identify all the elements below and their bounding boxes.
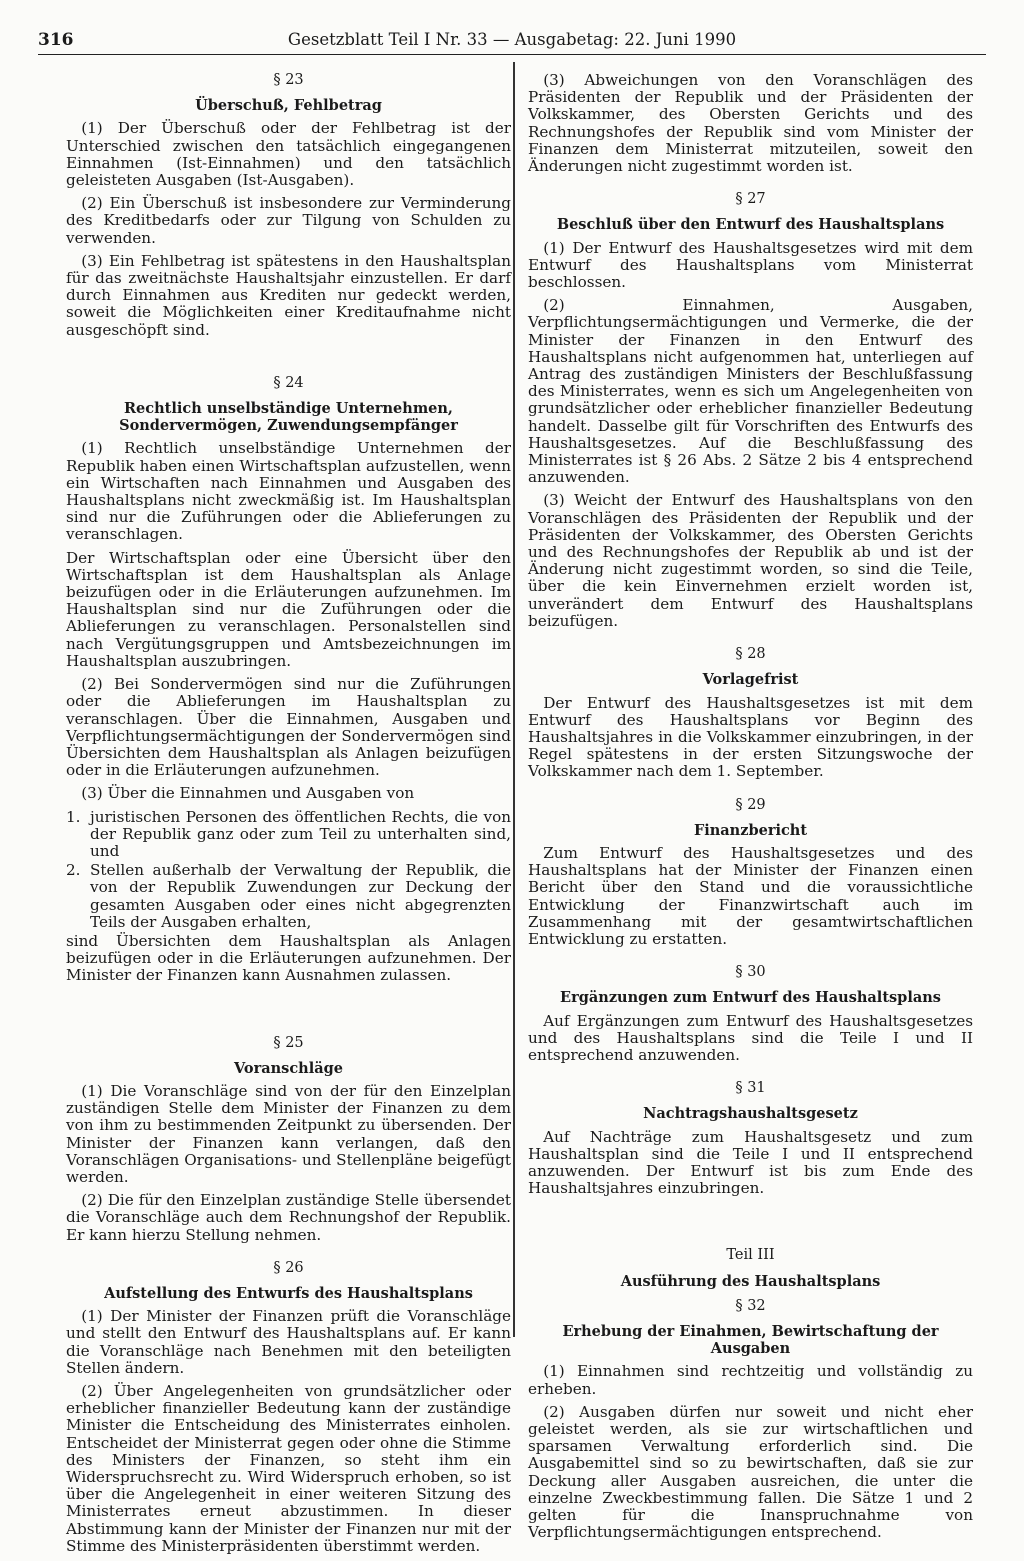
- list-item-text: juristischen Personen des öffentlichen Rechts, die von der Republik ganz oder zum Teil zu unterhalten sind, und: [90, 807, 511, 860]
- paragraph: sind Übersichten dem Haushaltsplan als Anlagen beizufügen oder in die Erläuterungen aufzunehmen. Der Minister der Finanzen kann Ausnahmen zulassen.: [66, 931, 511, 985]
- list-item: [66, 862, 511, 931]
- paragraph: (1) Rechtlich unselbständige Unternehmen der Republik haben einen Wirtschaftsplan aufzustellen, wenn ein Wirtschaften nach Einnahmen und Ausgaben des Haushaltsplans nicht zweckmäßig ist. Im Haushaltsplan sind nur die Zuführungen oder die Ablieferungen zu veranschlagen.: [66, 439, 511, 544]
- section-26-number: § 26: [273, 1259, 304, 1276]
- section-30-title: Ergänzungen zum Entwurf des Haushaltsplans: [560, 989, 941, 1007]
- section-27-number: § 27: [735, 191, 766, 208]
- section-32-title: Erhebung der Einahmen, Bewirtschaftung der Ausgaben: [562, 1322, 939, 1358]
- paragraph: (1) Die Voranschläge sind von der für den Einzelplan zuständigen Stelle dem Minister der Finanzen zu dem von ihm zu bestimmenden Zeitpunkt zu übersenden. Der Minister der Finanzen kann verlangen, daß den Voranschlägen Organisations- und Stellenpläne beigefügt werden.: [66, 1081, 511, 1186]
- section-29-number: § 29: [735, 796, 766, 813]
- paragraph: (3) Abweichungen von den Voranschlägen des Präsidenten der Republik und der Präsidenten der Volkskammer, des Obersten Gerichts und des Rechnungshofes der Republik sind vom Minister der Finanzen dem Ministerrat mitzuteilen, soweit den Änderungen nicht zugestimmt worden ist.: [528, 71, 973, 176]
- section-31-number: § 31: [735, 1080, 766, 1097]
- paragraph: Der Entwurf des Haushaltsgesetzes ist mit dem Entwurf des Haushaltsplans vor Beginn des Haushaltsjahres in die Volkskammer einzubringen, in der Regel spätestens in der ersten Sitzungswoche der Volkskammer nach dem 1. September.: [528, 693, 973, 781]
- paragraph: Zum Entwurf des Haushaltsgesetzes und des Haushaltsplans hat der Minister der Finanzen einen Bericht über den Stand und die voraussichtliche Entwicklung der Finanzwirtschaft auch im Zusammenhang mit der gesamtwirtschaftlichen Entwicklung zu erstatten.: [528, 843, 973, 948]
- section-26-title: Aufstellung des Entwurfs des Haushaltsplans: [104, 1284, 473, 1302]
- section-25-number: § 25: [273, 1034, 304, 1051]
- paragraph: (2) Die für den Einzelplan zuständige Stelle übersendet die Voranschläge auch dem Rechnungshof der Republik. Er kann hierzu Stellung nehmen.: [66, 1191, 511, 1244]
- list-item-text: Stellen außerhalb der Verwaltung der Republik, die von der Republik Zuwendungen zur Deckung der gesamten Ausgaben oder eines nicht abgegrenzten Teils der Ausgaben erhalten,: [90, 861, 511, 931]
- paragraph: (2) Ein Überschuß ist insbesondere zur Verminderung des Kreditbedarfs oder zur Tilgung von Schulden zu verwenden.: [66, 194, 511, 247]
- paragraph: (2) Einnahmen, Ausgaben, Verpflichtungsermächtigungen und Vermerke, die der Minister der Finanzen in den Entwurf des Haushaltsplans nicht aufgenommen hat, unterliegen auf Antrag des zuständigen Ministers der Beschlußfassung des Ministerrates, wenn es sich um Angelegenheiten von grundsätzlicher oder erheblicher finanzieller Bedeutung handelt. Dasselbe gilt für Vorschriften des Entwurfs des Haushaltsgesetzes. Auf die Beschlußfassung des Ministerrates ist § 26 Abs. 2 Sätze 2 bis 4 entsprechend anzuwenden.: [528, 296, 973, 487]
- page-header: [38, 26, 986, 55]
- spacer: [66, 991, 511, 1019]
- paragraph: (2) Bei Sondervermögen sind nur die Zuführungen oder die Ablieferungen im Haushaltsplan zu veranschlagen. Über die Einnahmen, Ausgaben und Verpflichtungsermächtigungen der Sondervermögen sind Übersichten dem Haushaltsplan als Anlagen beizufügen oder in die Erläuterungen aufzunehmen.: [66, 675, 511, 780]
- paragraph: (3) Über die Einnahmen und Ausgaben von: [81, 784, 415, 803]
- section-24-number: § 24: [273, 374, 304, 391]
- section-30-number: § 30: [735, 964, 766, 981]
- paragraph: (2) Ausgaben dürfen nur soweit und nicht eher geleistet werden, als sie zur wirtschaftlichen und sparsamen Verwaltung erforderlich sind. Die Ausgabemittel sind so zu bewirtschaften, daß sie zur Deckung aller Ausgaben ausreichen, die unter die einzelne Zweckbestimmung fallen. Die Sätze 1 und 2 gelten für die Inanspruchnahme von Verpflichtungsermächtigungen entsprechend.: [528, 1402, 973, 1542]
- paragraph: (1) Der Entwurf des Haushaltsgesetzes wird mit dem Entwurf des Haushaltsplans vom Ministerrat beschlossen.: [528, 238, 973, 292]
- paragraph: (1) Einnahmen sind rechtzeitig und vollständig zu erheben.: [528, 1362, 973, 1398]
- paragraph: (2) Über Angelegenheiten von grundsätzlicher oder erheblicher finanzieller Bedeutung kann der zuständige Minister die Entscheidung des Ministerrates einholen. Entscheidet der Ministerrat gegen oder ohne die Stimme des Ministers der Finanzen, so steht ihm ein Widerspruchsrecht zu. Wird Widerspruch erhoben, so ist über die Angelegenheit in einer weiteren Sitzung des Ministerrates erneut abzustimmen. In dieser Abstimmung kann der Minister der Finanzen nur mit der Stimme des Ministerpräsidenten überstimmt werden.: [66, 1382, 511, 1555]
- section-25-title: Voranschläge: [234, 1059, 343, 1077]
- spacer: [528, 1203, 973, 1231]
- section-27-title: Beschluß über den Entwurf des Haushaltsplans: [556, 216, 945, 234]
- column-divider: [513, 62, 515, 1337]
- section-24-title: Rechtlich unselbständige Unternehmen, Sondervermögen, Zuwendungsempfänger: [119, 400, 458, 435]
- right-column: [528, 68, 973, 1547]
- section-23-number: § 23: [273, 72, 304, 88]
- paragraph: Der Wirtschaftsplan oder eine Übersicht über den Wirtschaftsplan ist dem Haushaltsplan als Anlage beizufügen oder in die Erläuterungen aufzunehmen. Im Haushaltsplan sind nur die Zuführungen oder die Ablieferungen zu veranschlagen. Personalstellen sind nach Vergütungsgruppen und Amtsbezeichnungen im Haushaltsplan auszubringen.: [66, 548, 511, 670]
- page-number: 316: [38, 30, 74, 50]
- spacer: [66, 345, 511, 359]
- paragraph: (3) Ein Fehlbetrag ist spätestens in den Haushaltsplan für das zweitnächste Haushaltsjahr einzustellen. Er darf durch Einnahmen aus Krediten nur gedeckt werden, soweit die Möglichkeiten einer Kreditaufnahme nicht ausgeschöpft sind.: [66, 251, 511, 339]
- paragraph: Auf Ergänzungen zum Entwurf des Haushaltsgesetzes und des Haushaltsplans sind die Teile I und II entsprechend anzuwenden.: [528, 1011, 973, 1064]
- paragraph: (1) Der Minister der Finanzen prüft die Voranschläge und stellt den Entwurf des Haushaltsplans auf. Er kann die Voranschläge nach Benehmen mit den beteiligten Stellen ändern.: [66, 1307, 511, 1377]
- section-32-number: § 32: [735, 1297, 766, 1314]
- left-column: [66, 68, 511, 1561]
- paragraph: (1) Der Überschuß oder der Fehlbetrag ist der Unterschied zwischen den tatsächlich eingegangenen Einnahmen (Ist-Einnahmen) und den tatsächlich geleisteten Ausgaben (Ist-Ausgaben).: [66, 119, 511, 190]
- running-title: Gesetzblatt Teil I Nr. 33 — Ausgabetag: 22. Juni 1990: [287, 30, 737, 49]
- list-item-number: 2.: [66, 861, 81, 880]
- section-29-title: Finanzbericht: [693, 821, 808, 839]
- paragraph: Auf Nachträge zum Haushaltsgesetz und zum Haushaltsplan sind die Teile I und II entsprechend anzuwenden. Der Entwurf ist bis zum Ende des Haushaltsjahres einzubringen.: [528, 1127, 973, 1198]
- paragraph: (3) Weicht der Entwurf des Haushaltsplans von den Voranschlägen des Präsidenten der Republik und der Präsidenten der Volkskammer, des Obersten Gerichts und des Rechnungshofes der Republik ab und ist der Änderung nicht zugestimmt worden, so sind die Teile, über die kein Einvernehmen erzielt worden ist, unverändert dem Entwurf des Haushaltsplans beizufügen.: [528, 491, 973, 630]
- part-3-label: Teil III: [726, 1247, 775, 1264]
- section-31-title: Nachtragshaushaltsgesetz: [643, 1105, 858, 1123]
- part-3-title: Ausführung des Haushaltsplans: [620, 1272, 881, 1290]
- list-item: [66, 809, 511, 861]
- section-28-number: § 28: [735, 646, 766, 663]
- section-23-title: Überschuß, Fehlbetrag: [195, 97, 382, 115]
- list-item-number: 1.: [66, 807, 81, 826]
- section-28-title: Vorlagefrist: [702, 671, 799, 689]
